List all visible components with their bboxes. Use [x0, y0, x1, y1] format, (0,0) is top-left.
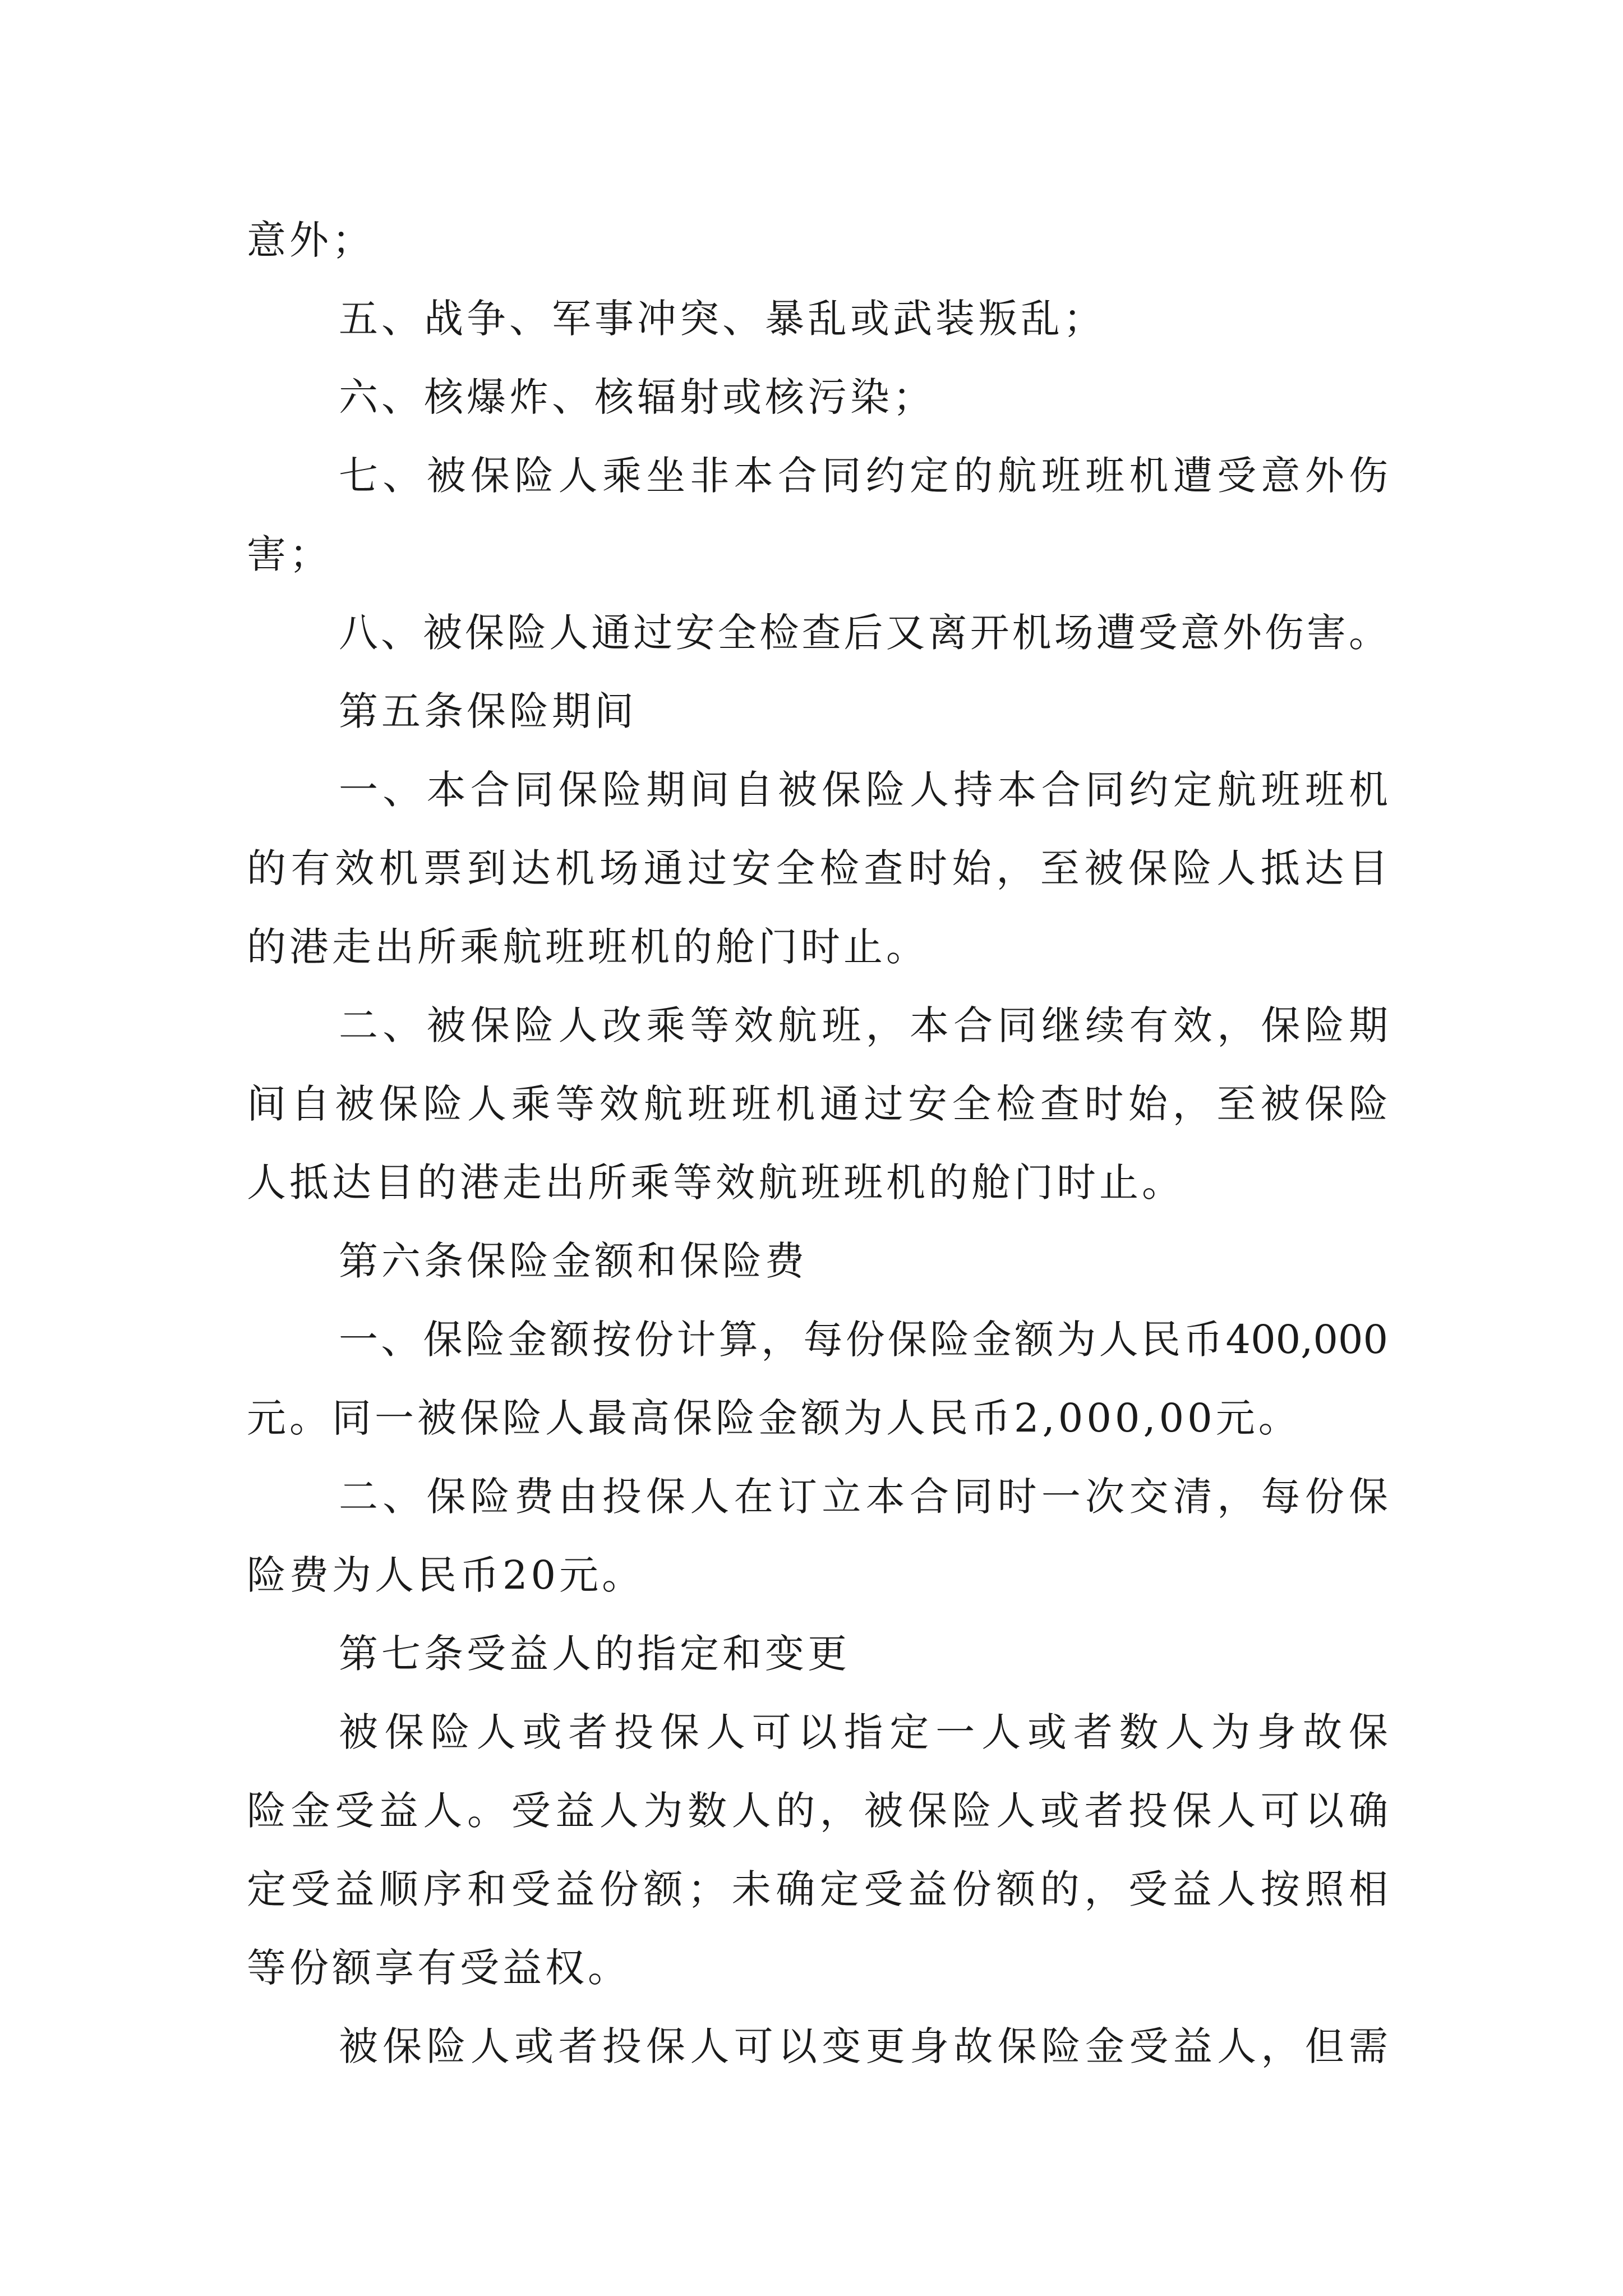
- list-item: 一、本合同保险期间自被保险人持本合同约定航班班机: [339, 767, 1388, 813]
- text-line: 险金受益人。受益人为数人的，被保险人或者投保人可以确: [247, 1788, 1388, 1834]
- text-line: 定受益顺序和受益份额；未确定受益份额的，受益人按照相: [247, 1866, 1388, 1912]
- list-item: 一、保险金额按份计算，每份保险金额为人民币400,000: [339, 1317, 1388, 1363]
- list-item: 六、核爆炸、核辐射或核污染；: [339, 374, 935, 420]
- text-line: 险费为人民币20元。: [247, 1552, 645, 1598]
- list-item: 七、被保险人乘坐非本合同约定的航班班机遭受意外伤: [339, 453, 1388, 499]
- text-line: 意外；: [247, 217, 375, 263]
- text-line: 害；: [247, 531, 332, 577]
- section-heading: 第六条保险金额和保险费: [339, 1238, 808, 1284]
- text-line: 人抵达目的港走出所乘等效航班班机的舱门时止。: [247, 1159, 1184, 1205]
- text-line: 的有效机票到达机场通过安全检查时始，至被保险人抵达目: [247, 845, 1388, 891]
- paragraph-line: 被保险人或者投保人可以变更身故保险金受益人，但需: [339, 2023, 1388, 2069]
- list-item: 八、被保险人通过安全检查后又离开机场遭受意外伤害。: [339, 610, 1388, 656]
- section-heading: 第五条保险期间: [339, 688, 637, 734]
- list-item: 五、战争、军事冲突、暴乱或武装叛乱；: [339, 296, 1106, 342]
- section-heading: 第七条受益人的指定和变更: [339, 1631, 850, 1677]
- text-line: 的港走出所乘航班班机的舱门时止。: [247, 924, 929, 970]
- list-item: 二、保险费由投保人在订立本合同时一次交清，每份保: [339, 1474, 1388, 1520]
- paragraph-line: 被保险人或者投保人可以指定一人或者数人为身故保: [339, 1709, 1388, 1755]
- text-line: 等份额享有受益权。: [247, 1945, 630, 1991]
- text-line: 间自被保险人乘等效航班班机通过安全检查时始，至被保险: [247, 1081, 1388, 1127]
- list-item: 二、被保险人改乘等效航班，本合同继续有效，保险期: [339, 1002, 1388, 1048]
- text-line: 元。同一被保险人最高保险金额为人民币2,000,00元。: [247, 1395, 1301, 1441]
